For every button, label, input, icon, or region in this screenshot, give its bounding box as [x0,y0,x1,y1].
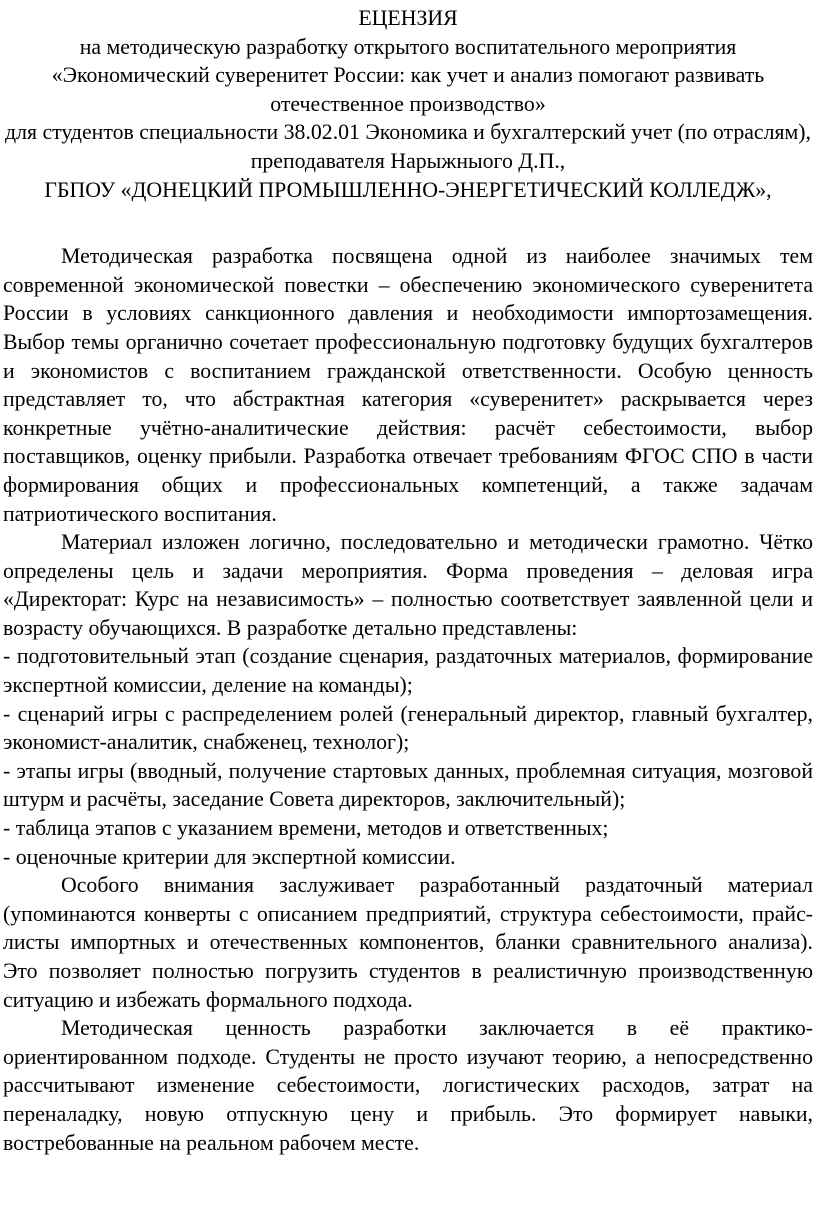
review-header [3,4,813,204]
list-item: - этапы игры (вводный, получение стартовых данных, проблемная ситуация, мозговой штурм и расчёты, заседание Совета директоров, заключительный); [3,758,813,812]
paragraph-topic: Методическая разработка посвящена одной из наиболее значимых тем современной экономической повестки – обеспечению экономического суверенитета России в условиях санкционного давления и необходимости импортозамещения. Выбор темы органично сочетает профессиональную подготовку будущих бухгалтеров и экономистов с воспитанием гражданской ответственности. Особую ценность представляет то, что абстрактная категория «суверенитет» раскрывается через конкретные учётно-аналитические действия: расчёт себестоимости, выбор поставщиков, оценку прибыли. Разработка отвечает требованиям ФГОС СПО в части формирования общих и профессиональных компетенций, а также задачам патриотического воспитания. [3,244,813,526]
list-item: - сценарий игры с распределением ролей (генеральный директор, главный бухгалтер, экономист-аналитик, снабженец, технолог); [3,701,813,755]
institution-name: ГБПОУ «ДОНЕЦКИЙ ПРОМЫШЛЕННО-ЭНЕРГЕТИЧЕСКИЙ КОЛЛЕДЖ», [44,177,772,202]
header-spacer [3,204,813,242]
specialty-author-line: для студентов специальности 38.02.01 Экономика и бухгалтерский учет (по отраслям), преподавателя Нарыжныого Д.П., [5,120,811,173]
paragraph-methodical-value: Методическая ценность разработки заключается в её практико-ориентированном подходе. Студенты не просто изучают теорию, а непосредственно рассчитывают изменение себестоимости, логистических расходов, затрат на переналадку, новую отпускную цену и прибыль. Это формирует навыки, востребованные на реальном рабочем месте. [3,1016,813,1155]
event-title: «Экономический суверенитет России: как учет и анализ помогают развивать отечественное производство» [51,63,765,116]
paragraph-structure: Материал изложен логично, последовательно и методически грамотно. Чётко определены цель и задачи мероприятия. Форма проведения – деловая игра «Директорат: Курс на независимость» – полностью соответствует заявленной цели и возрасту обучающихся. В разработке детально представлены: [3,530,813,640]
paragraph-handouts: Особого внимания заслуживает разработанный раздаточный материал (упоминаются конверты с описанием предприятий, структура себестоимости, прайс-листы импортных и отечественных компонентов, бланки сравнительного анализа). Это позволяет полностью погрузить студентов в реалистичную производственную ситуацию и избежать формального подхода. [3,873,813,1012]
review-body [3,242,813,1157]
document-title: ЕЦЕНЗИЯ [358,6,458,30]
list-item: - оценочные критерии для экспертной комиссии. [3,844,456,869]
header-subject-line: на методическую разработку открытого воспитательного мероприятия [79,34,737,59]
list-item: - таблица этапов с указанием времени, методов и ответственных; [3,816,609,841]
list-item: - подготовительный этап (создание сценария, раздаточных материалов, формирование экспертной комиссии, деление на команды); [3,644,813,698]
